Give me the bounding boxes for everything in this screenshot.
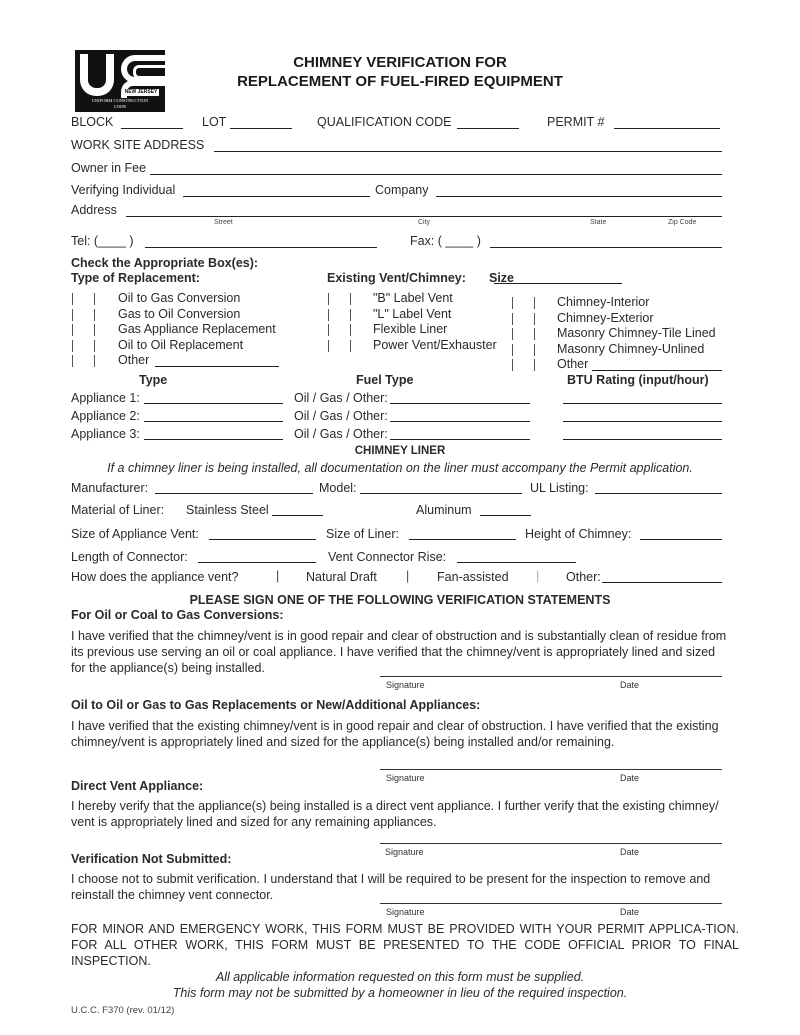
qualification-code-label: QUALIFICATION CODE <box>317 115 452 129</box>
statement-4-date-caption: Date <box>620 907 640 917</box>
vent-question-label: How does the appliance vent? <box>71 570 239 584</box>
checkbox-b-label-vent[interactable] <box>326 292 352 306</box>
connector-rise-label: Vent Connector Rise: <box>328 550 447 564</box>
aluminum-field[interactable] <box>480 515 531 516</box>
type-column-header: Type <box>139 373 168 387</box>
permit-label: PERMIT # <box>547 115 605 129</box>
statement-1-text: I have verified that the chimney/vent is in good repair and clear of obstruction and is substantially clean of residue from its previous use serving an oil or coal appliance. I have verified that the chimney/vent is appropriately lined and sized for the appliance(s) being installed. <box>71 629 727 675</box>
statement-3-text: I hereby verify that the appliance(s) being installed is a direct vent appliance. I further verify that the existing chimney/ vent is appropriately lined and sized for any remaining appliances. <box>71 799 719 829</box>
vent-other-label: Other: <box>566 570 601 584</box>
checkbox-gas-to-oil[interactable] <box>70 308 96 322</box>
option-masonry-unlined: Masonry Chimney-Unlined <box>557 342 705 356</box>
appliance-1-label: Appliance 1: <box>71 391 140 405</box>
form-title-line1: CHIMNEY VERIFICATION FOR <box>293 54 507 71</box>
verifying-individual-label: Verifying Individual <box>71 183 176 197</box>
appliance-2-btu-field[interactable] <box>563 421 722 422</box>
checkbox-l-label-vent[interactable] <box>326 308 352 322</box>
appliance-vent-size-label: Size of Appliance Vent: <box>71 527 199 541</box>
statement-1-signature-caption: Signature <box>386 680 425 690</box>
checkbox-masonry-tile-lined[interactable] <box>510 327 536 341</box>
appliance-1-type-field[interactable] <box>144 403 283 404</box>
checkbox-chimney-other[interactable] <box>510 358 536 372</box>
address-zip-caption: Zip Code <box>668 219 697 226</box>
connector-rise-field[interactable] <box>457 562 576 563</box>
size-label: Size <box>489 271 515 285</box>
chimney-height-label: Height of Chimney: <box>525 527 632 541</box>
option-gas-to-oil: Gas to Oil Conversion <box>118 307 241 321</box>
verifying-individual-field[interactable] <box>183 196 370 197</box>
checkbox-oil-to-oil[interactable] <box>70 339 96 353</box>
checkbox-power-vent[interactable] <box>326 339 352 353</box>
checkbox-chimney-interior[interactable] <box>510 296 536 310</box>
checkbox-gas-appliance-replacement[interactable] <box>70 323 96 337</box>
connector-length-field[interactable] <box>198 562 316 563</box>
model-label: Model: <box>319 481 357 495</box>
option-gas-appliance-replacement: Gas Appliance Replacement <box>118 322 276 336</box>
check-boxes-heading: Check the Appropriate Box(es): <box>71 256 259 270</box>
material-of-liner-label: Material of Liner: <box>71 503 165 517</box>
type-of-replacement-heading: Type of Replacement: <box>71 271 200 285</box>
liner-size-field[interactable] <box>409 539 516 540</box>
fax-field[interactable] <box>490 247 722 248</box>
ucc-logo <box>75 50 165 112</box>
address-field[interactable] <box>126 216 722 217</box>
footer-note-supplied: All applicable information requested on this form must be supplied. <box>215 970 585 984</box>
natural-draft-checkbox[interactable]: | <box>276 569 280 583</box>
appliance-3-fuel-field[interactable] <box>390 439 530 440</box>
checkbox-masonry-unlined[interactable] <box>510 343 536 357</box>
statement-3-signature-line[interactable] <box>380 843 722 844</box>
chimney-other-field[interactable] <box>592 370 722 371</box>
appliance-2-type-field[interactable] <box>144 421 283 422</box>
statement-2-text: I have verified that the existing chimney/vent is in good repair and clear of obstruction. I have verified that the existing chimney/vent is appropriately lined and sized for the appliance(s) being installed and/or remaining. <box>71 719 719 749</box>
stainless-steel-field[interactable] <box>272 515 323 516</box>
statement-2-signature-line[interactable] <box>380 769 722 770</box>
appliance-3-type-field[interactable] <box>144 439 283 440</box>
logo-c-shape <box>121 55 165 83</box>
fuel-type-column-header: Fuel Type <box>356 373 414 387</box>
permit-field[interactable] <box>614 128 720 129</box>
option-chimney-other: Other <box>557 357 589 371</box>
company-field[interactable] <box>436 196 722 197</box>
vent-other-field[interactable] <box>602 582 722 583</box>
footer-note-homeowner: This form may not be submitted by a homeowner in lieu of the required inspection. <box>172 986 628 1000</box>
tel-label: Tel: (____ ) <box>71 234 134 248</box>
option-replacement-other: Other <box>118 353 150 367</box>
lot-label: LOT <box>202 115 227 129</box>
address-label: Address <box>71 203 117 217</box>
ul-listing-label: UL Listing: <box>530 481 589 495</box>
lot-field[interactable] <box>230 128 292 129</box>
form-title-line2: REPLACEMENT OF FUEL-FIRED EQUIPMENT <box>237 73 563 90</box>
logo-subtitle: UNIFORM CONSTRUCTION CODE <box>91 98 149 109</box>
fax-label: Fax: ( ____ ) <box>410 234 481 248</box>
size-field[interactable] <box>494 283 622 284</box>
statement-1-signature-line[interactable] <box>380 676 722 677</box>
option-chimney-interior: Chimney-Interior <box>557 295 650 309</box>
statement-4-title: Verification Not Submitted: <box>71 852 232 866</box>
address-street-caption: Street <box>214 219 233 226</box>
option-l-label-vent: "L" Label Vent <box>373 307 452 321</box>
statement-1-date-caption: Date <box>620 680 640 690</box>
statement-3-date-caption: Date <box>620 847 640 857</box>
aluminum-label: Aluminum <box>416 503 472 517</box>
statement-2-date-caption: Date <box>620 773 640 783</box>
owner-in-fee-label: Owner in Fee <box>71 161 147 175</box>
block-field[interactable] <box>121 128 183 129</box>
company-label: Company <box>375 183 429 197</box>
natural-draft-label: Natural Draft <box>306 570 377 584</box>
btu-column-header: BTU Rating (input/hour) <box>567 373 709 387</box>
ul-listing-field[interactable] <box>595 493 722 494</box>
option-flexible-liner: Flexible Liner <box>373 322 448 336</box>
existing-vent-heading: Existing Vent/Chimney: <box>327 271 466 285</box>
statement-4-signature-line[interactable] <box>380 903 722 904</box>
statement-3-signature-caption: Signature <box>385 847 424 857</box>
liner-size-label: Size of Liner: <box>326 527 399 541</box>
statement-2-title: Oil to Oil or Gas to Gas Replacements or New/Additional Appliances: <box>71 698 481 712</box>
address-city-caption: City <box>418 219 431 226</box>
fan-assisted-label: Fan-assisted <box>437 570 509 584</box>
option-chimney-exterior: Chimney-Exterior <box>557 311 654 325</box>
manufacturer-label: Manufacturer: <box>71 481 149 495</box>
statement-3-title: Direct Vent Appliance: <box>71 779 204 793</box>
option-oil-to-oil: Oil to Oil Replacement <box>118 338 244 352</box>
footer-notice: FOR MINOR AND EMERGENCY WORK, THIS FORM MUST BE PROVIDED WITH YOUR PERMIT APPLICA-TION. FOR ALL OTHER WORK, THIS FORM MUST BE PRESENTED TO THE CODE OFFICIAL PRIOR TO FINAL INSPECTION. <box>71 922 739 968</box>
chimney-height-field[interactable] <box>640 539 722 540</box>
chimney-liner-note: If a chimney liner is being installed, all documentation on the liner must accompany the Permit application. <box>107 461 693 475</box>
tel-field[interactable] <box>145 247 377 248</box>
connector-length-label: Length of Connector: <box>71 550 188 564</box>
block-label: BLOCK <box>71 115 114 129</box>
logo-u-shape <box>80 54 114 96</box>
appliance-2-fuel-label: Oil / Gas / Other: <box>294 409 388 423</box>
model-field[interactable] <box>360 493 522 494</box>
chimney-liner-heading: CHIMNEY LINER <box>354 445 446 457</box>
statement-1-title: For Oil or Coal to Gas Conversions: <box>71 608 284 622</box>
manufacturer-field[interactable] <box>155 493 313 494</box>
statement-4-signature-caption: Signature <box>386 907 425 917</box>
replacement-other-field[interactable] <box>155 366 279 367</box>
stainless-steel-label: Stainless Steel <box>186 503 269 517</box>
owner-in-fee-field[interactable] <box>150 174 722 175</box>
checkbox-replacement-other[interactable] <box>70 354 96 368</box>
appliance-3-btu-field[interactable] <box>563 439 722 440</box>
option-b-label-vent: "B" Label Vent <box>373 291 453 305</box>
appliance-1-btu-field[interactable] <box>563 403 722 404</box>
fan-assisted-checkbox[interactable]: | <box>406 569 410 583</box>
work-site-address-field[interactable] <box>214 151 722 152</box>
appliance-vent-size-field[interactable] <box>209 539 316 540</box>
appliance-3-label: Appliance 3: <box>71 427 140 441</box>
appliance-2-fuel-field[interactable] <box>390 421 530 422</box>
address-state-caption: State <box>590 219 607 226</box>
appliance-3-fuel-label: Oil / Gas / Other: <box>294 427 388 441</box>
appliance-1-fuel-label: Oil / Gas / Other: <box>294 391 388 405</box>
vent-other-checkbox[interactable]: | <box>536 569 540 583</box>
form-id: U.C.C. F370 (rev. 01/12) <box>71 1005 175 1016</box>
statement-4-text: I choose not to submit verification. I understand that I will be required to be present for the inspection to remove and reinstall the chimney vent connector. <box>71 872 711 902</box>
statement-2-signature-caption: Signature <box>386 773 425 783</box>
verification-heading: PLEASE SIGN ONE OF THE FOLLOWING VERIFICATION STATEMENTS <box>189 593 611 607</box>
qualification-code-field[interactable] <box>457 128 519 129</box>
appliance-1-fuel-field[interactable] <box>390 403 530 404</box>
checkbox-oil-to-gas[interactable] <box>70 292 96 306</box>
option-oil-to-gas: Oil to Gas Conversion <box>118 291 241 305</box>
checkbox-flexible-liner[interactable] <box>326 323 352 337</box>
option-masonry-tile-lined: Masonry Chimney-Tile Lined <box>557 326 716 340</box>
option-power-vent: Power Vent/Exhauster <box>373 338 497 352</box>
logo-badge: NEW JERSEY <box>124 89 158 95</box>
work-site-address-label: WORK SITE ADDRESS <box>71 138 205 152</box>
checkbox-chimney-exterior[interactable] <box>510 312 536 326</box>
appliance-2-label: Appliance 2: <box>71 409 140 423</box>
